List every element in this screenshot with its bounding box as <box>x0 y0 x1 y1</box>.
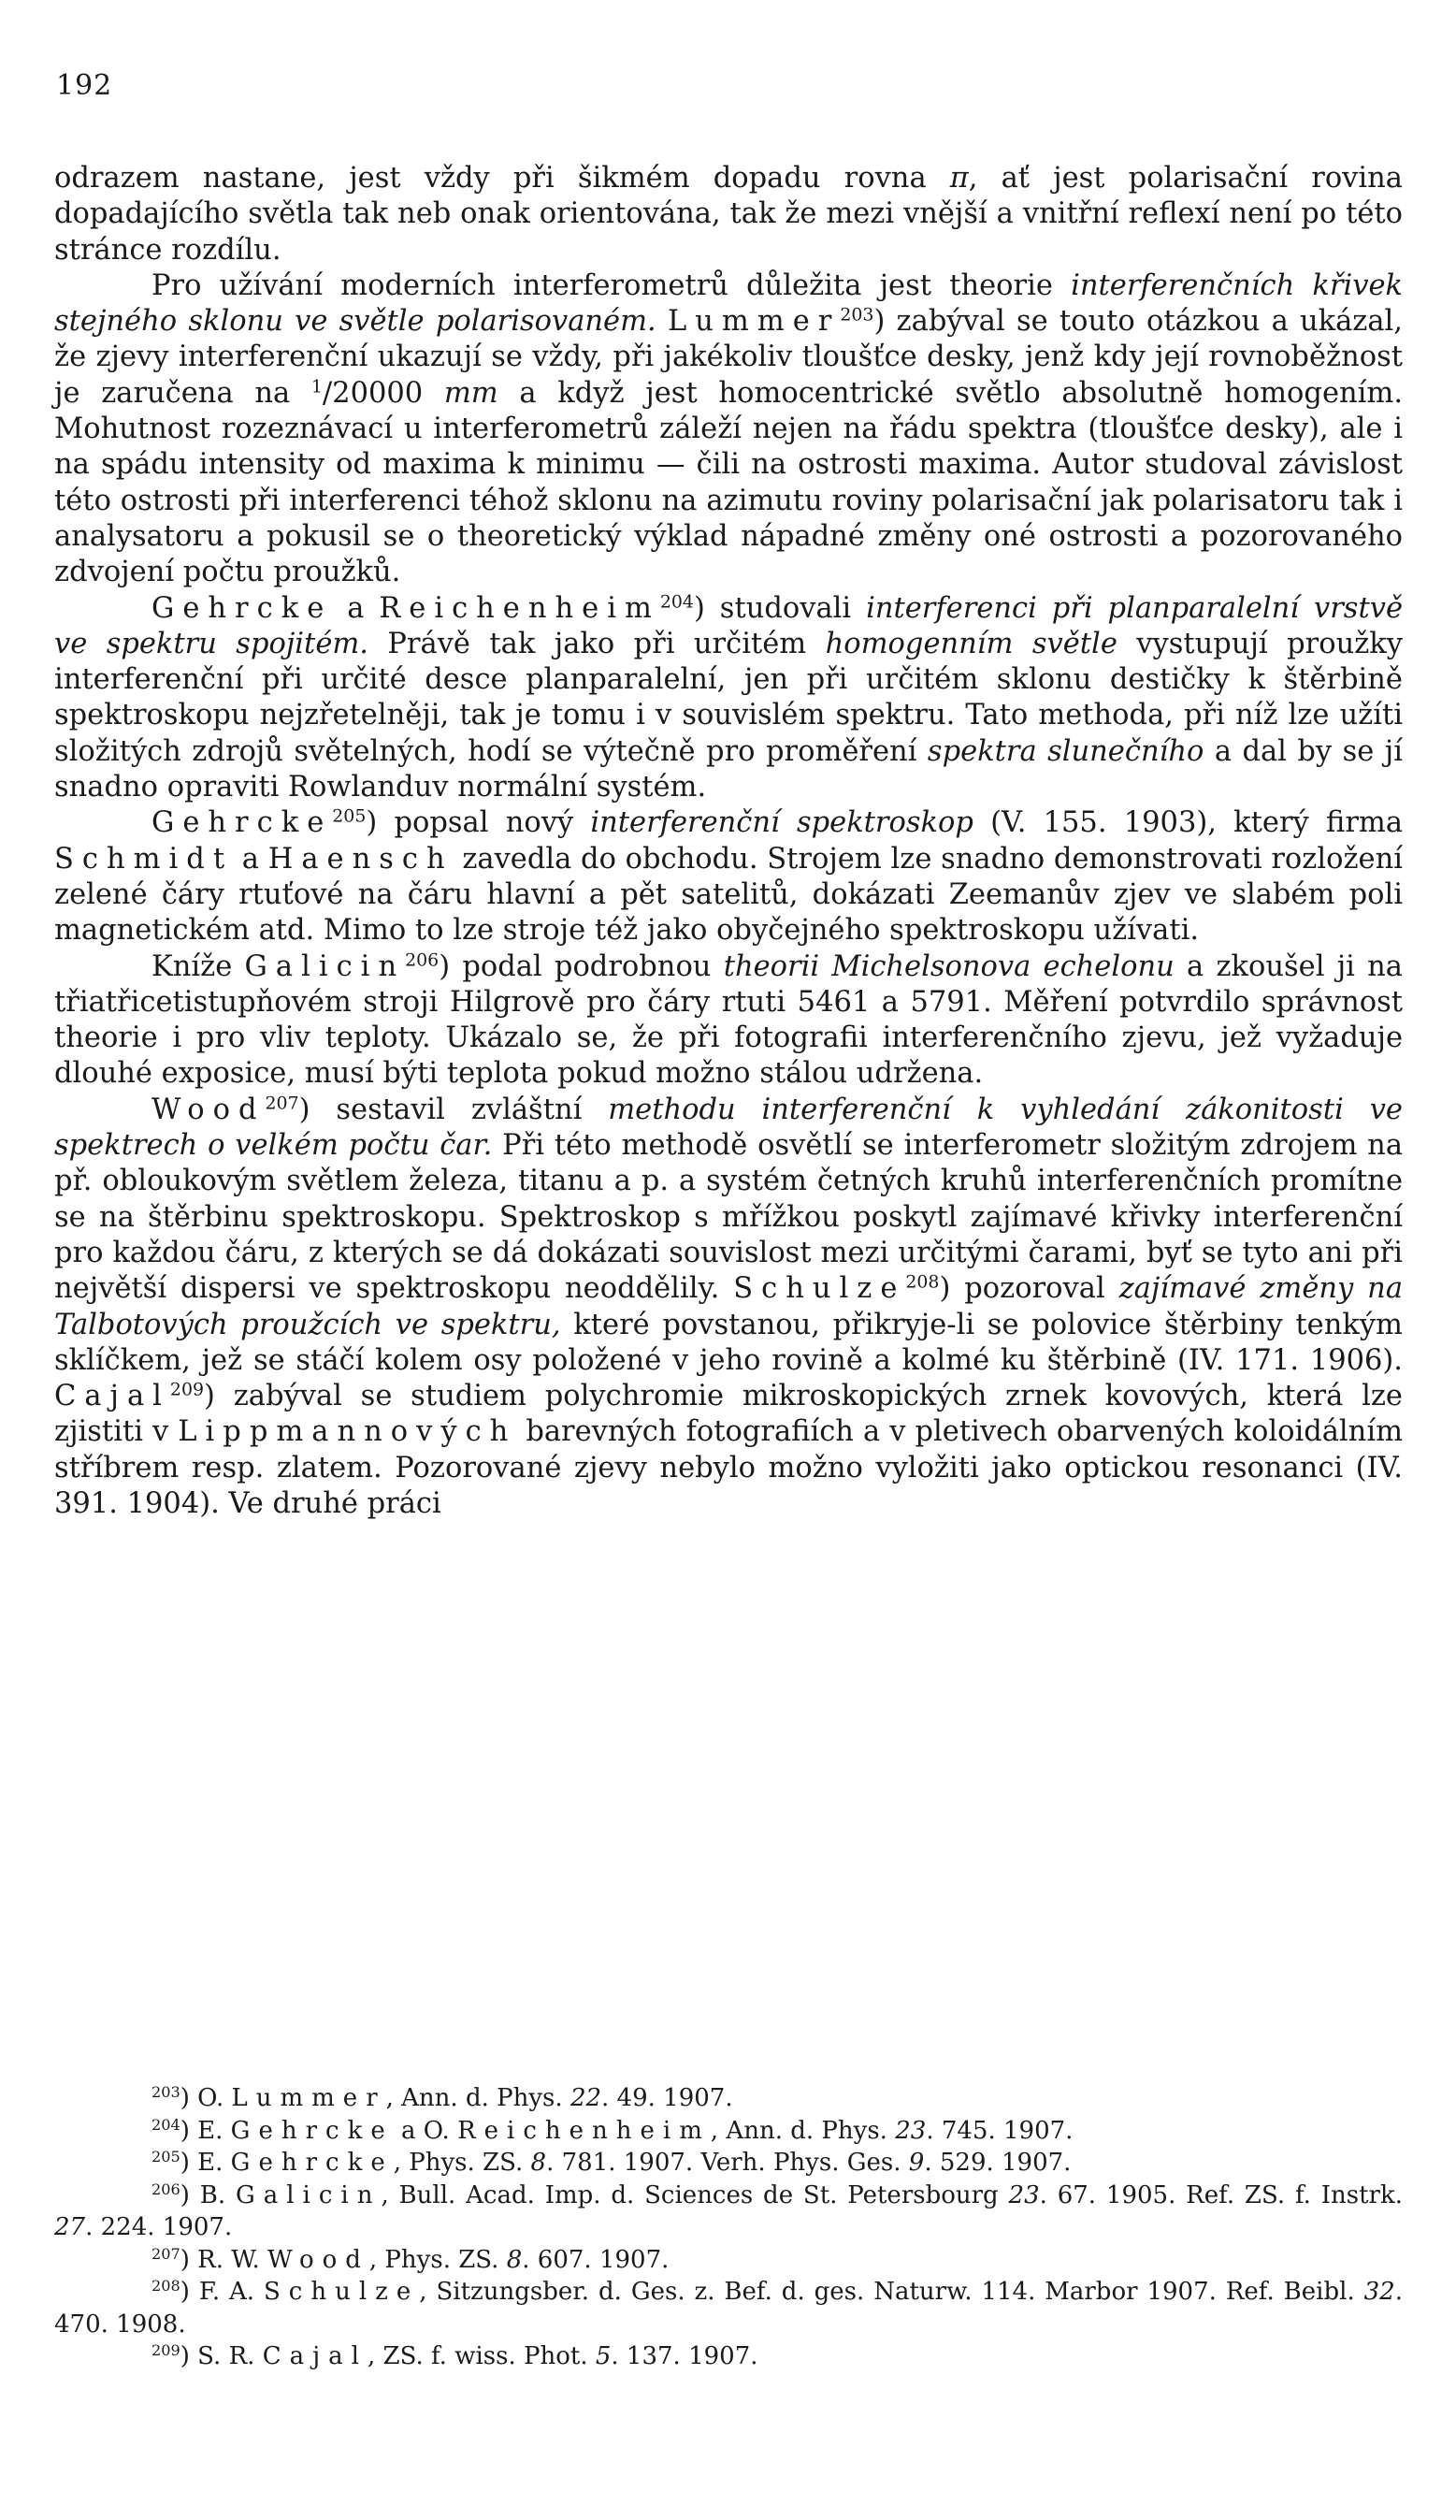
spaced-name: Reichenheim <box>379 591 660 625</box>
text-run: ) pozoroval <box>939 1272 1119 1306</box>
text-run: , Phys. ZS. <box>368 2245 507 2274</box>
italic-text: interferenci při planparalelní vrstvě ve spektru spojitém. <box>54 591 1404 660</box>
body-text <box>54 161 1403 1522</box>
footnote-ref: 1 <box>310 376 323 398</box>
text-run: Kníže <box>151 949 245 983</box>
text-run: . 224. 1907. <box>85 2213 233 2241</box>
text-run: a <box>233 842 268 876</box>
italic-text: interferenční spektroskop <box>590 806 973 840</box>
spaced-name: Gehrcke <box>230 2116 394 2145</box>
text-run: , Ann. d. Phys. <box>710 2116 896 2145</box>
paragraph <box>54 268 1403 591</box>
text-run: které povstanou, přikryje-li se polovice štěrbiny tenkým sklíčkem, jež se stáčí kolem osy položené v jeho rovině a kolmé ku štěrbině (IV. 171. 1906). <box>54 1308 1403 1377</box>
text-run: a <box>332 591 380 625</box>
spaced-name: Galicin <box>244 949 406 983</box>
footnote-ref: 203 <box>151 2083 180 2102</box>
paragraph <box>54 805 1403 949</box>
text-run: a když jest homocentrické světlo absolutně homogením. Mohutnost rozeznávací u interferometrů záleží nejen na řádu spektra (tloušťce desky), ale i na spádu intensity od maxima k minimu — čili na ostrosti maxima. Autor studoval závislost této ostrosti při interferenci téhož sklonu na azimutu roviny polarisační jak polarisatoru tak i analysatoru a pokusil se o theoretický výklad nápadné změny oné ostrosti a pozorovaného zdvojení počtu proužků. <box>54 376 1404 589</box>
text-run: Právě tak jako při určitém <box>368 627 826 660</box>
spaced-name: Galicin <box>235 2180 382 2209</box>
spaced-name: Wood <box>267 2245 369 2274</box>
text-run: ) zabýval se studiem polychromie mikroskopických zrnek kovových, která lze zjistiti v <box>54 1380 1403 1449</box>
footnote <box>54 2244 1403 2277</box>
text-run: ) sestavil zvláštní <box>298 1093 609 1126</box>
footnote-ref: 204 <box>151 2115 180 2134</box>
footnotes <box>54 2082 1403 2373</box>
text-run: ) E. <box>180 2116 231 2145</box>
footnote-ref: 206 <box>151 2180 180 2198</box>
italic-text: 9 <box>908 2149 925 2177</box>
paragraph <box>54 1093 1403 1523</box>
text-run: vystupují proužky interferenční při určité desce planparalelní, jen při určitém sklonu destičky k štěrbině spektroskopu nejzřetelněji, tak je tomu i v souvislém spektru. Tato methoda, při níž lze užíti složitých zdrojů světelných, hodí se výtečně pro proměření <box>54 627 1403 768</box>
spaced-name: Gehrcke <box>151 806 333 840</box>
text-run: , ZS. f. wiss. Phot. <box>367 2342 596 2370</box>
text-run: . 67. 1905. Ref. ZS. f. Instrk. <box>1039 2180 1403 2209</box>
footnote-ref: 205 <box>151 2148 180 2166</box>
text-run: . 607. 1907. <box>522 2245 670 2274</box>
text-run: ) F. A. <box>180 2278 264 2306</box>
footnote <box>54 2276 1403 2340</box>
italic-text: 23 <box>895 2116 927 2145</box>
text-run: Pro užívání moderních interferometrů důležita jest theorie <box>151 268 1072 302</box>
paragraph <box>54 161 1403 268</box>
italic-text: 8 <box>506 2245 523 2274</box>
text-run: . 470. 1908. <box>54 2278 1403 2339</box>
spaced-name: Cajal <box>262 2342 368 2370</box>
footnote-ref: 207 <box>265 1093 299 1114</box>
text-run: , Bull. Acad. Imp. d. Sciences de St. Petersbourg <box>381 2180 1009 2209</box>
text-run: . 529. 1907. <box>924 2149 1072 2177</box>
text-run: ) zabýval se touto otázkou a ukázal, že zjevy interferenční ukazují se vždy, při jakékoliv tloušťce desky, jenž kdy její rovnoběžnost je zaručena na <box>54 305 1404 410</box>
footnote-ref: 206 <box>405 949 440 971</box>
text-run: barevných fotografiích a v pletivech obarvených koloidálním stříbrem resp. zlatem. Pozorované zjevy nebylo možno vyložiti jako optickou resonanci (IV. 391. 1904). Ve druhé práci <box>54 1415 1404 1520</box>
footnote-ref: 209 <box>169 1379 205 1400</box>
paragraph <box>54 949 1403 1093</box>
text-run: ) B. <box>180 2180 236 2209</box>
footnote <box>54 2082 1403 2115</box>
italic-text: 22 <box>569 2084 602 2112</box>
italic-text: homogenním světle <box>825 627 1117 660</box>
italic-text: π <box>949 162 969 195</box>
spaced-name: Lippmannových <box>178 1415 517 1449</box>
text-run: . 781. 1907. Verh. Phys. Ges. <box>546 2149 909 2177</box>
italic-text: methodu interferenční k vyhledání zákonitosti ve spektrech o velkém počtu čar. <box>54 1093 1403 1163</box>
text-run: ) podal podrobnou <box>439 949 724 983</box>
text-run: ) S. R. <box>180 2342 263 2370</box>
text-run: a dal by se jí snadno opraviti Rowlanduv normální systém. <box>54 734 1403 804</box>
footnote-ref: 207 <box>151 2244 180 2263</box>
text-run: (V. 155. 1903), který firma <box>973 806 1404 840</box>
footnote-ref: 208 <box>151 2277 180 2296</box>
text-run: ) studovali <box>693 591 867 625</box>
italic-text: 23 <box>1008 2180 1040 2209</box>
spaced-name: Schulze <box>263 2278 420 2306</box>
text-run: ) popsal nový <box>366 806 591 840</box>
text-run: , Sitzungsber. d. Ges. z. Bef. d. ges. Naturw. 114. Marbor 1907. Ref. Beibl. <box>419 2278 1364 2306</box>
footnote <box>54 2340 1403 2373</box>
italic-text: 32 <box>1363 2278 1395 2306</box>
text-run: , Ann. d. Phys. <box>385 2084 570 2112</box>
text-run: odrazem nastane, jest vždy při šikmém dopadu rovna <box>54 162 950 195</box>
page-number: 192 <box>56 69 113 102</box>
spaced-name: Gehrcke <box>151 591 333 625</box>
spaced-name: Schulze <box>733 1272 906 1306</box>
spaced-name: Reichenheim <box>457 2116 711 2145</box>
text-run: . 137. 1907. <box>611 2342 758 2370</box>
footnote-ref: 203 <box>840 304 874 326</box>
footnote <box>54 2147 1403 2180</box>
text-run <box>656 305 668 338</box>
italic-text: theorii Michelsonova echelonu <box>723 949 1175 983</box>
text-run: , Phys. ZS. <box>393 2149 531 2177</box>
spaced-name: Lummer <box>667 305 841 339</box>
spaced-name: Haensch <box>267 842 454 876</box>
footnote-ref: 204 <box>659 591 694 613</box>
italic-text: mm <box>443 376 498 410</box>
text-run: Při této methodě osvětlí se interferometr složitým zdrojem na př. obloukovým světlem železa, titanu a p. a systém četných kruhů interferenčních promítne se na štěrbinu spektroskopu. Spektroskop s mřížkou poskytl zajímavé křivky interferenční pro každou čáru, z kterých se dá dokázati souvislost mezi určitými čarami, byť se tyto ani při největší dispersi ve spektroskopu neoddělily. <box>54 1129 1403 1306</box>
text-run: , ať jest polarisační rovina dopadajícího světla tak neb onak orientována, tak že mezi vnější a vnitřní reflexí není po této stránce rozdílu. <box>54 162 1403 267</box>
text-run: . 745. 1907. <box>926 2116 1074 2145</box>
paragraph <box>54 591 1403 806</box>
footnote <box>54 2180 1403 2244</box>
footnote-ref: 209 <box>151 2341 180 2360</box>
text-run: . 49. 1907. <box>601 2084 733 2112</box>
italic-text: zajímavé změny na Talbotových proužcích ve spektru, <box>54 1272 1403 1341</box>
italic-text: 5 <box>595 2342 612 2370</box>
spaced-name: Schmidt <box>54 842 234 876</box>
text-run: ) R. W. <box>180 2245 267 2274</box>
italic-text: interferenčních křivek stejného sklonu ve světle polarisovaném. <box>54 268 1403 339</box>
text-run: a O. <box>393 2116 458 2145</box>
text-run: a zkoušel ji na třiatřicetistupňovém stroji Hilgrově pro čáry rtuti 5461 a 5791. Měření potvrdilo správnost theorie i pro vliv teploty. Ukázalo se, že při fotografii interferenčního zjevu, jež vyžaduje dlouhé exposice, musí býti teplota pokud možno stálou udržena. <box>54 949 1403 1091</box>
footnote <box>54 2115 1403 2148</box>
spaced-name: Gehrcke <box>230 2149 394 2177</box>
text-run: ) E. <box>180 2149 231 2177</box>
italic-text: 8 <box>530 2149 547 2177</box>
italic-text: 27 <box>54 2213 86 2241</box>
footnote-ref: 205 <box>332 805 367 827</box>
spaced-name: Lummer <box>231 2084 386 2112</box>
footnote-ref: 208 <box>905 1271 940 1293</box>
italic-text: spektra slunečního <box>927 734 1204 768</box>
text-run: ) O. <box>180 2084 232 2112</box>
text-run: zavedla do obchodu. Strojem lze snadno demonstrovati rozložení zelené čáry rtuťové na čáru hlavní a pět satelitů, dokázati Zeemanův zjev ve slabém poli magnetickém atd. Mimo to lze stroje též jako obyčejného spektroskopu užívati. <box>54 842 1404 948</box>
text-run: /20000 <box>322 376 444 410</box>
spaced-name: Wood <box>151 1093 266 1126</box>
spaced-name: Cajal <box>54 1380 170 1413</box>
